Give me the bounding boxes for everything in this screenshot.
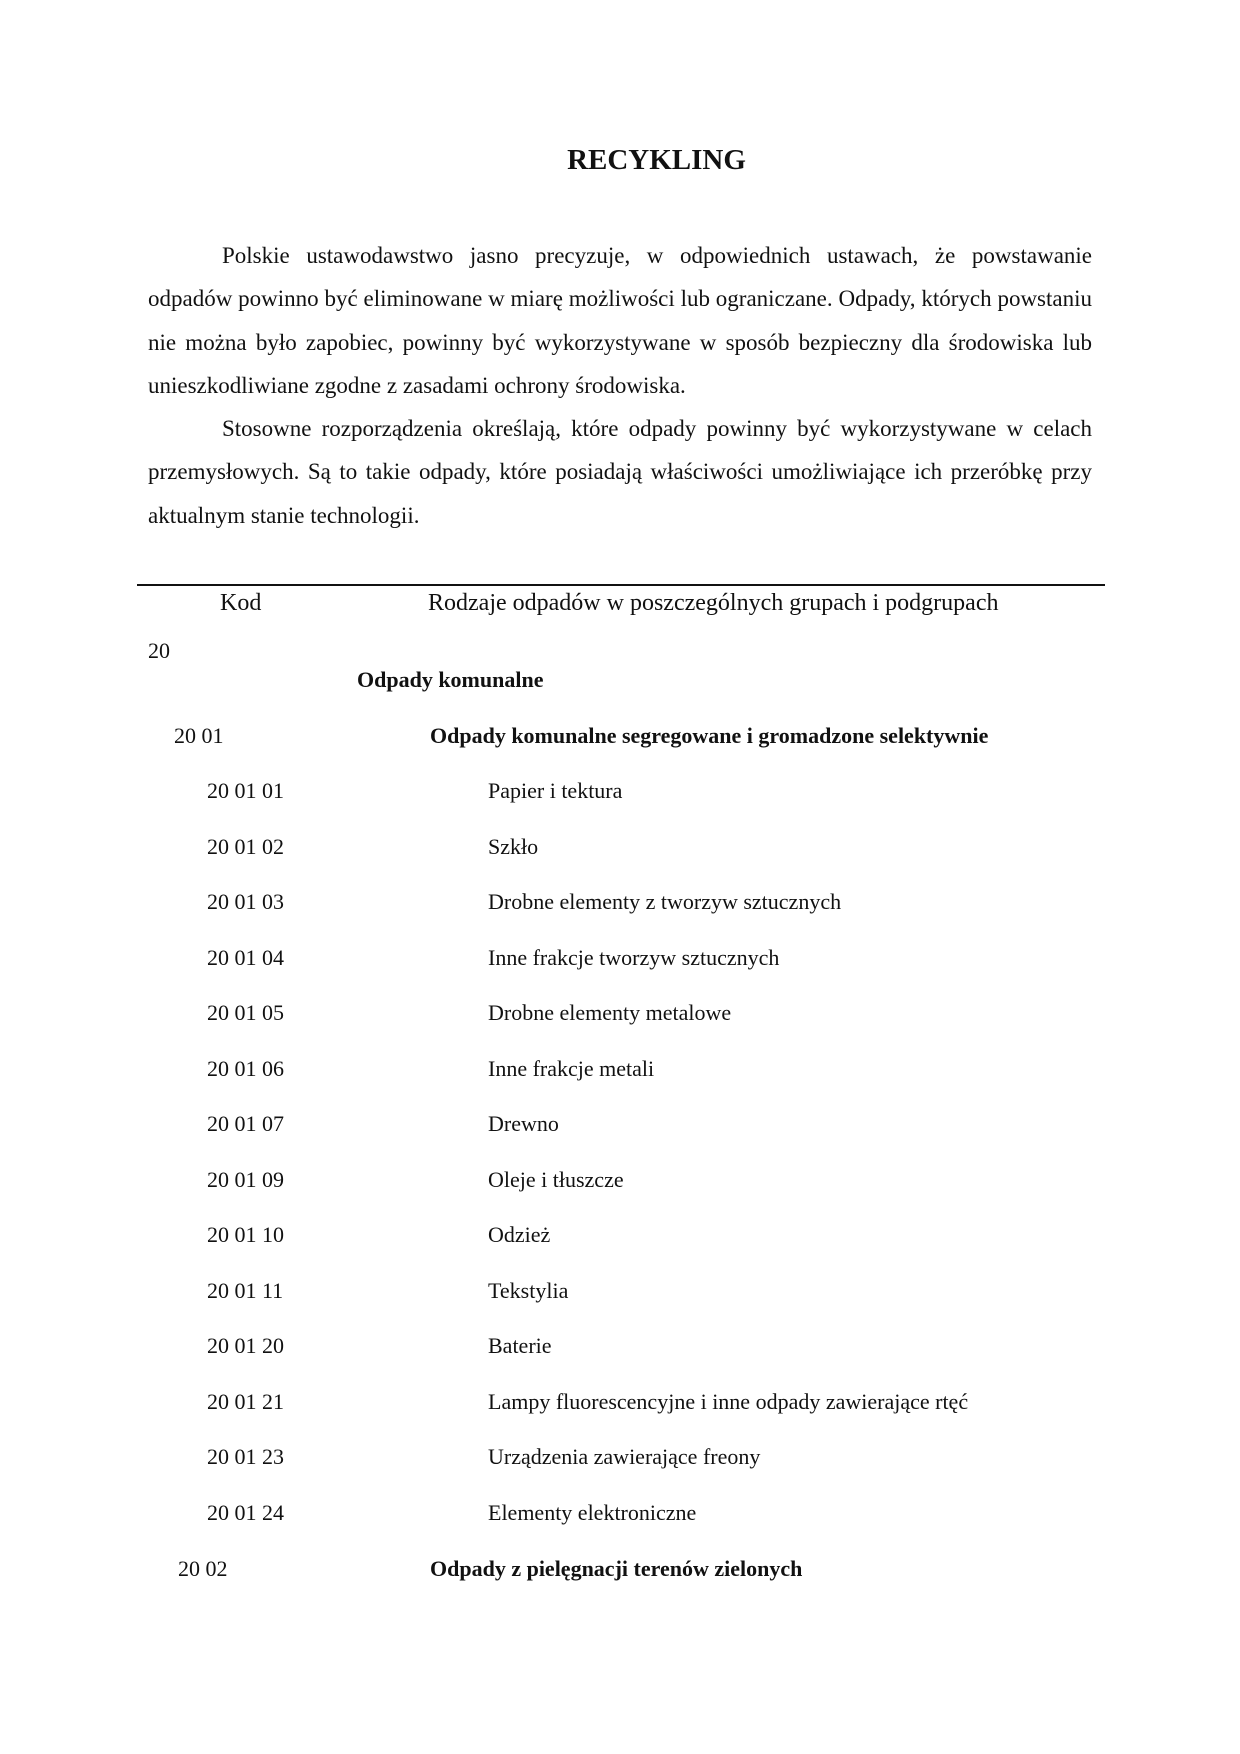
row-name: Drobne elementy metalowe: [488, 1000, 732, 1025]
subgroup-code: 20 02: [178, 1556, 228, 1581]
row-name: Odzież: [488, 1222, 551, 1247]
row-code: 20 01 23: [207, 1444, 284, 1469]
row-name: Inne frakcje metali: [488, 1056, 655, 1081]
row-name: Drewno: [488, 1111, 559, 1136]
row-code: 20 01 04: [207, 945, 284, 970]
header-code: Kod: [220, 590, 262, 616]
row-code: 20 01 10: [207, 1222, 284, 1247]
row-name: Inne frakcje tworzyw sztucznych: [488, 945, 780, 970]
row-code: 20 01 20: [207, 1333, 284, 1358]
row-code: 20 01 03: [207, 889, 284, 914]
row-code: 20 01 09: [207, 1167, 284, 1192]
regulation-paragraph: Stosowne rozporządzenia określają, które odpady powinny być wykorzystywane w celach przemysłowych. Są to takie odpady, które posiadają właściwości umożliwiające ich przeróbkę przy aktualnym stanie technologii.: [148, 416, 1092, 528]
row-name: Baterie: [488, 1333, 552, 1358]
row-name: Lampy fluorescencyjne i inne odpady zawierające rtęć: [488, 1389, 969, 1414]
row-code: 20 01 06: [207, 1056, 284, 1081]
row-name: Tekstylia: [488, 1278, 569, 1303]
row-code: 20 01 01: [207, 778, 284, 803]
row-code: 20 01 07: [207, 1111, 284, 1136]
header-description: Rodzaje odpadów w poszczególnych grupach i podgrupach: [428, 590, 999, 616]
row-name: Szkło: [488, 834, 539, 859]
row-name: Elementy elektroniczne: [488, 1500, 697, 1525]
subgroup-code: 20 01: [174, 723, 224, 748]
table-top-rule: [137, 584, 1105, 586]
row-code: 20 01 02: [207, 834, 284, 859]
row-code: 20 01 05: [207, 1000, 284, 1025]
row-name: Oleje i tłuszcze: [488, 1167, 624, 1192]
row-name: Papier i tektura: [488, 778, 623, 803]
row-code: 20 01 11: [207, 1278, 284, 1303]
page-title: RECYKLING: [567, 144, 746, 176]
row-name: Drobne elementy z tworzyw sztucznych: [488, 889, 842, 914]
subgroup-name: Odpady komunalne segregowane i gromadzone selektywnie: [430, 723, 989, 748]
group-name: Odpady komunalne: [357, 667, 544, 692]
subgroup-name: Odpady z pielęgnacji terenów zielonych: [430, 1556, 803, 1581]
row-name: Urządzenia zawierające freony: [488, 1444, 761, 1469]
intro-paragraph: Polskie ustawodawstwo jasno precyzuje, w odpowiednich ustawach, że powstawanie odpadów powinno być eliminowane w miarę możliwości lub ograniczane. Odpady, których powstaniu nie można było zapobiec, powinny być wykorzystywane w sposób bezpieczny dla środowiska lub unieszkodliwiane zgodne z zasadami ochrony środowiska.: [148, 243, 1092, 398]
row-code: 20 01 21: [207, 1389, 284, 1414]
group-code: 20: [148, 638, 170, 663]
row-code: 20 01 24: [207, 1500, 284, 1525]
